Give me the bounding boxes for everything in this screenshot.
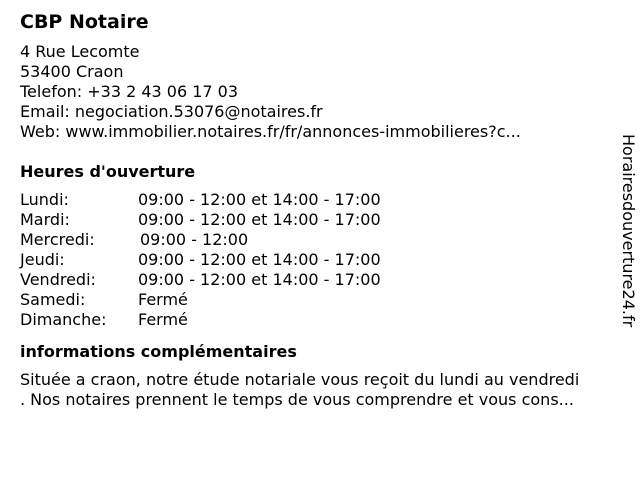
day-hours: Fermé — [138, 290, 188, 309]
day-label: Mercredi: — [20, 230, 95, 249]
day-hours: 09:00 - 12:00 et 14:00 - 17:00 — [138, 270, 381, 289]
day-hours: 09:00 - 12:00 et 14:00 - 17:00 — [138, 250, 381, 269]
contact-block — [20, 42, 620, 142]
info-heading: informations complémentaires — [20, 342, 297, 361]
day-hours: Fermé — [138, 310, 188, 329]
info-description — [20, 370, 630, 410]
hours-row-monday — [20, 190, 620, 210]
email-line: Email: negociation.53076@notaires.fr — [20, 102, 323, 121]
hours-row-friday — [20, 270, 620, 290]
day-label: Lundi: — [20, 190, 69, 209]
day-label: Mardi: — [20, 210, 70, 229]
day-label: Vendredi: — [20, 270, 96, 289]
day-hours: 09:00 - 12:00 et 14:00 - 17:00 — [138, 210, 381, 229]
hours-row-saturday — [20, 290, 620, 310]
day-label: Jeudi: — [20, 250, 65, 269]
hours-row-wednesday — [20, 230, 620, 250]
address-line-1: 4 Rue Lecomte — [20, 42, 140, 61]
hours-heading: Heures d'ouverture — [20, 162, 196, 181]
phone-line: Telefon: +33 2 43 06 17 03 — [20, 82, 239, 101]
info-line-2: . Nos notaires prennent le temps de vous comprendre et vous cons... — [20, 390, 574, 409]
hours-row-tuesday — [20, 210, 620, 230]
business-card — [20, 10, 620, 410]
watermark-text: Horairesdouverture24.fr — [619, 134, 638, 328]
web-line: Web: www.immobilier.notaires.fr/fr/annonces-immobilieres?c... — [20, 122, 521, 141]
day-hours: 09:00 - 12:00 et 14:00 - 17:00 — [138, 190, 381, 209]
hours-row-thursday — [20, 250, 620, 270]
hours-row-sunday — [20, 310, 620, 330]
address-line-2: 53400 Craon — [20, 62, 124, 81]
hours-table — [20, 190, 620, 330]
info-line-1: Située a craon, notre étude notariale vous reçoit du lundi au vendredi — [20, 370, 580, 389]
day-label: Samedi: — [20, 290, 86, 309]
day-label: Dimanche: — [20, 310, 107, 329]
day-hours: 09:00 - 12:00 — [140, 230, 249, 249]
business-name: CBP Notaire — [20, 11, 149, 33]
